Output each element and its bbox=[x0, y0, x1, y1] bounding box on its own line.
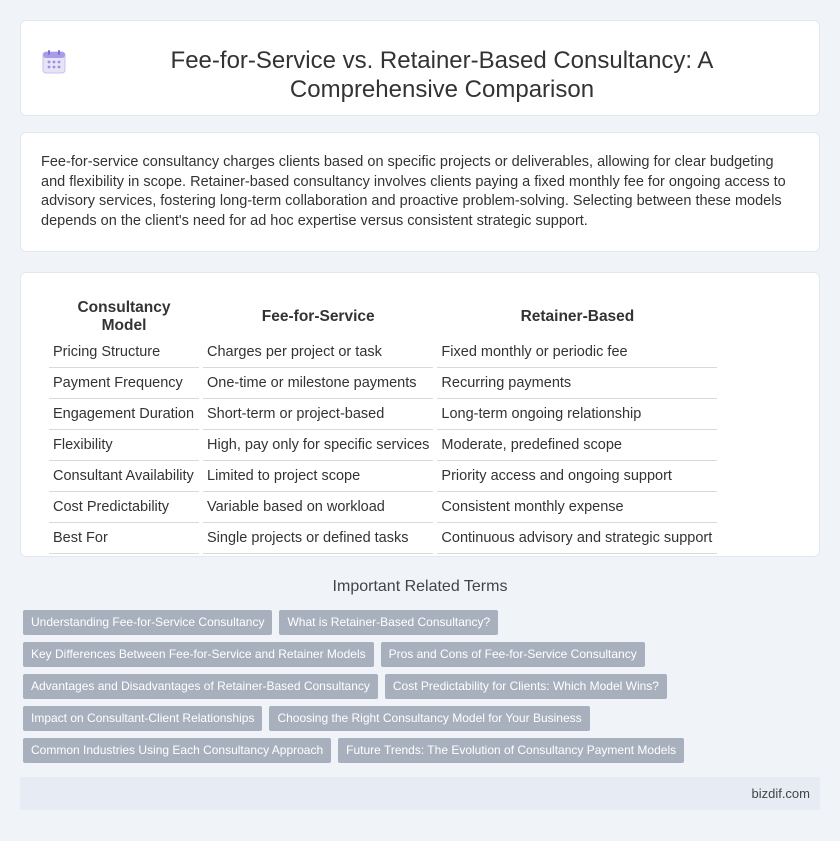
related-term-link[interactable]: Key Differences Between Fee-for-Service and Retainer Models bbox=[23, 642, 374, 667]
related-term-link[interactable]: Future Trends: The Evolution of Consultancy Payment Models bbox=[338, 738, 684, 763]
row-label: Flexibility bbox=[49, 430, 199, 461]
table-row bbox=[49, 399, 717, 430]
comparison-table bbox=[45, 295, 721, 554]
row-label: Engagement Duration bbox=[49, 399, 199, 430]
related-term-link[interactable]: Pros and Cons of Fee-for-Service Consultancy bbox=[381, 642, 645, 667]
table-cell: One-time or milestone payments bbox=[203, 368, 433, 399]
table-cell: High, pay only for specific services bbox=[203, 430, 433, 461]
related-term-link[interactable]: Understanding Fee-for-Service Consultancy bbox=[23, 610, 272, 635]
tag-row bbox=[23, 610, 823, 635]
table-cell: Variable based on workload bbox=[203, 492, 433, 523]
page-title: Fee-for-Service vs. Retainer-Based Consultancy: A Comprehensive Comparison bbox=[170, 47, 714, 103]
table-cell: Single projects or defined tasks bbox=[203, 523, 433, 554]
column-header: Fee-for-Service bbox=[261, 308, 375, 325]
column-header: Consultancy Model bbox=[77, 299, 171, 334]
table-cell: Continuous advisory and strategic support bbox=[437, 523, 717, 554]
related-term-link[interactable]: Advantages and Disadvantages of Retainer-Based Consultancy bbox=[23, 674, 378, 699]
row-label: Payment Frequency bbox=[49, 368, 199, 399]
table-cell: Moderate, predefined scope bbox=[437, 430, 717, 461]
table-cell: Recurring payments bbox=[437, 368, 717, 399]
table-row bbox=[49, 461, 717, 492]
related-terms-list bbox=[23, 610, 823, 770]
table-cell: Short-term or project-based bbox=[203, 399, 433, 430]
table-cell: Limited to project scope bbox=[203, 461, 433, 492]
related-term-link[interactable]: Impact on Consultant-Client Relationships bbox=[23, 706, 262, 731]
table-row bbox=[49, 337, 717, 368]
footer-bar bbox=[20, 777, 820, 810]
table-cell: Fixed monthly or periodic fee bbox=[437, 337, 717, 368]
tag-row bbox=[23, 674, 823, 699]
related-term-link[interactable]: What is Retainer-Based Consultancy? bbox=[279, 610, 498, 635]
row-label: Best For bbox=[49, 523, 199, 554]
related-terms-title: Important Related Terms bbox=[332, 578, 508, 595]
site-link[interactable]: bizdif.com bbox=[751, 786, 810, 801]
row-label: Cost Predictability bbox=[49, 492, 199, 523]
header-card bbox=[20, 20, 820, 116]
tag-row bbox=[23, 642, 823, 667]
column-header: Retainer-Based bbox=[520, 308, 635, 325]
related-term-link[interactable]: Common Industries Using Each Consultancy Approach bbox=[23, 738, 331, 763]
table-row bbox=[49, 492, 717, 523]
table-row bbox=[49, 430, 717, 461]
table-header-row bbox=[49, 295, 717, 337]
table-cell: Charges per project or task bbox=[203, 337, 433, 368]
row-label: Consultant Availability bbox=[49, 461, 199, 492]
tag-row bbox=[23, 706, 823, 731]
intro-card bbox=[20, 132, 820, 252]
related-term-link[interactable]: Cost Predictability for Clients: Which Model Wins? bbox=[385, 674, 667, 699]
row-label: Pricing Structure bbox=[49, 337, 199, 368]
calendar-icon bbox=[41, 49, 67, 75]
table-row bbox=[49, 368, 717, 399]
comparison-card bbox=[20, 272, 820, 557]
table-cell: Consistent monthly expense bbox=[437, 492, 717, 523]
tag-row bbox=[23, 738, 823, 763]
table-cell: Priority access and ongoing support bbox=[437, 461, 717, 492]
intro-paragraph: Fee-for-service consultancy charges clients based on specific projects or deliverables, allowing for clear budgeting and flexibility in scope. Retainer-based consultancy involves clients paying a fixed monthly fee for ongoing access to advisory services, fostering long-term collaboration and proactive problem-solving. Selecting between these models depends on the client's need for ad hoc expertise versus consistent strategic support. bbox=[41, 154, 786, 229]
related-term-link[interactable]: Choosing the Right Consultancy Model for Your Business bbox=[269, 706, 589, 731]
table-cell: Long-term ongoing relationship bbox=[437, 399, 717, 430]
table-row bbox=[49, 523, 717, 554]
